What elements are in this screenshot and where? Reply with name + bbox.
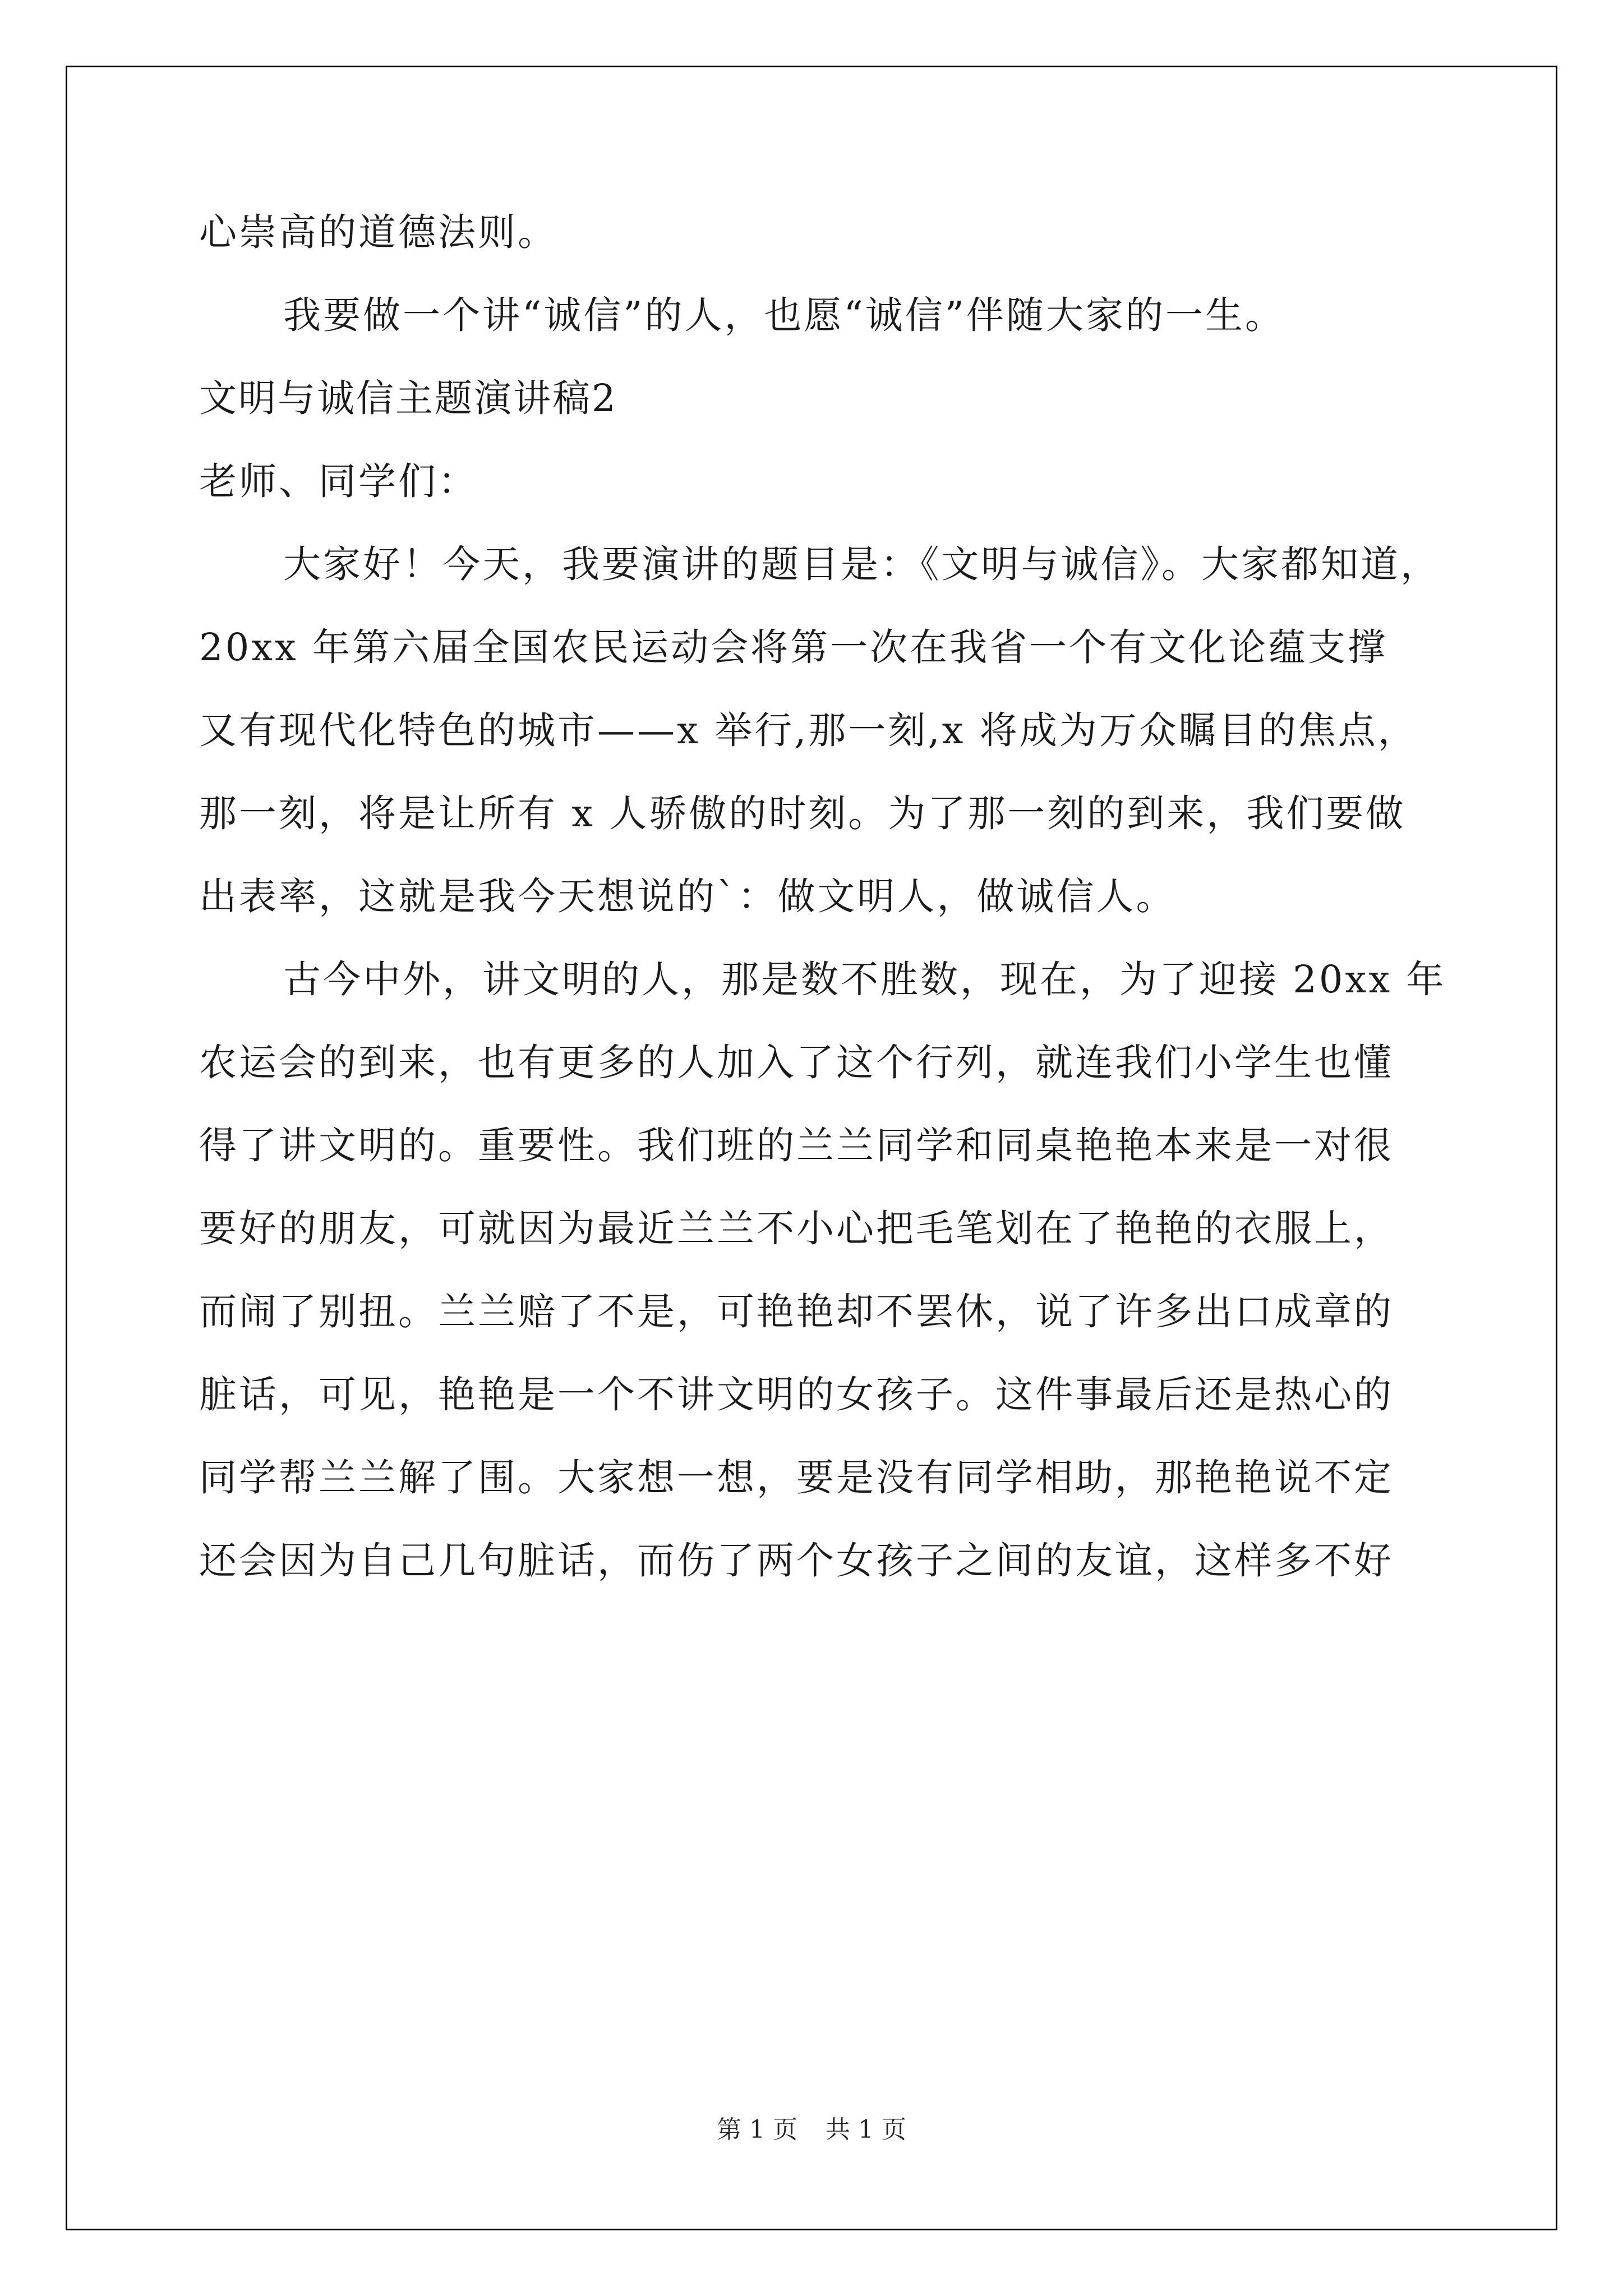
page-number: 第 1 页 bbox=[717, 2115, 797, 2144]
text-line-8: 那一刻，将是让所有 x 人骄傲的时刻。为了那一刻的到来，我们要做 bbox=[199, 792, 1406, 835]
text-line-1: 心崇高的道德法则。 bbox=[199, 210, 557, 254]
text-line-15: 脏话，可见，艳艳是一个不讲文明的女孩子。这件事最后还是热心的 bbox=[199, 1373, 1394, 1416]
document-body bbox=[199, 191, 1455, 1602]
text-line-11: 农运会的到来，也有更多的人加入了这个行列，就连我们小学生也懂 bbox=[199, 1041, 1394, 1084]
section-title: 文明与诚信主题演讲稿2 bbox=[199, 376, 617, 420]
text-line-13: 要好的朋友，可就因为最近兰兰不小心把毛笔划在了艳艳的衣服上， bbox=[199, 1207, 1394, 1250]
text-line-12: 得了讲文明的。重要性。我们班的兰兰同学和同桌艳艳本来是一对很 bbox=[199, 1124, 1394, 1167]
text-line-16: 同学帮兰兰解了围。大家想一想，要是没有同学相助，那艳艳说不定 bbox=[199, 1456, 1394, 1499]
text-line-17: 还会因为自己几句脏话，而伤了两个女孩子之间的友谊，这样多不好 bbox=[199, 1539, 1394, 1582]
text-line-7: 又有现代化特色的城市——x 举行,那一刻,x 将成为万众瞩目的焦点， bbox=[199, 708, 1418, 752]
text-line-9: 出表率，这就是我今天想说的`：做文明人，做诚信人。 bbox=[199, 875, 1176, 918]
text-line-6: 20xx 年第六届全国农民运动会将第一次在我省一个有文化论蕴支撑 bbox=[199, 625, 1388, 669]
text-line-2: 我要做一个讲“诚信”的人，也愿“诚信”伴随大家的一生。 bbox=[283, 293, 1285, 337]
text-line-10: 古今中外，讲文明的人，那是数不胜数，现在，为了迎接 20xx 年 bbox=[283, 958, 1446, 1001]
page-footer bbox=[0, 2109, 1623, 2145]
salutation: 老师、同学们： bbox=[199, 459, 478, 503]
text-line-5: 大家好！今天，我要演讲的题目是：《文明与诚信》。大家都知道， bbox=[283, 542, 1440, 586]
page-total: 共 1 页 bbox=[826, 2115, 906, 2144]
text-line-14: 而闹了别扭。兰兰赔了不是，可艳艳却不罢休，说了许多出口成章的 bbox=[199, 1290, 1394, 1333]
